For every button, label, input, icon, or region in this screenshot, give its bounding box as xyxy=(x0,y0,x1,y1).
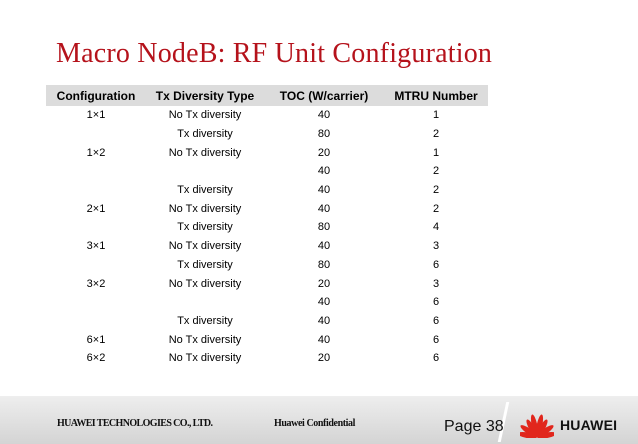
cell-configuration: 1×2 xyxy=(86,146,106,159)
table-row xyxy=(46,274,488,293)
slide-title: Macro NodeB: RF Unit Configuration xyxy=(56,38,493,69)
table-row xyxy=(46,218,488,237)
cell-tx-diversity-type: No Tx diversity xyxy=(168,202,242,215)
cell-toc: 40 xyxy=(317,202,331,215)
cell-mtru-number: 2 xyxy=(432,184,440,197)
brand-name: HUAWEI xyxy=(560,417,618,433)
cell-configuration xyxy=(46,293,146,312)
table-row xyxy=(46,143,488,162)
cell-configuration: 3×2 xyxy=(86,277,106,290)
cell-configuration xyxy=(46,162,146,181)
table-row xyxy=(46,349,488,368)
cell-mtru-number: 1 xyxy=(432,109,440,122)
cell-tx-diversity-type: No Tx diversity xyxy=(168,146,242,159)
cell-mtru-number: 6 xyxy=(432,258,440,271)
cell-configuration xyxy=(46,312,146,331)
cell-toc: 40 xyxy=(317,296,331,309)
cell-mtru-number: 2 xyxy=(432,165,440,178)
table-row xyxy=(46,181,488,200)
cell-configuration xyxy=(46,256,146,275)
cell-tx-diversity-type: No Tx diversity xyxy=(168,109,242,122)
cell-mtru-number: 3 xyxy=(432,240,440,253)
cell-tx-diversity-type: No Tx diversity xyxy=(168,277,242,290)
cell-toc: 20 xyxy=(317,352,331,365)
cell-tx-diversity-type xyxy=(146,162,264,181)
footer-confidential: Huawei Confidential xyxy=(274,418,356,429)
cell-tx-diversity-type: Tx diversity xyxy=(177,258,233,271)
cell-mtru-number: 1 xyxy=(432,146,440,159)
cell-tx-diversity-type: No Tx diversity xyxy=(168,333,242,346)
table-row xyxy=(46,256,488,275)
cell-toc: 40 xyxy=(317,314,331,327)
header-tx-diversity-type: Tx Diversity Type xyxy=(146,85,264,106)
cell-mtru-number: 2 xyxy=(432,202,440,215)
cell-tx-diversity-type xyxy=(146,293,264,312)
cell-toc: 40 xyxy=(317,333,331,346)
table-row xyxy=(46,293,488,312)
table-row xyxy=(46,162,488,181)
footer-company: HUAWEI TECHNOLOGIES CO., LTD. xyxy=(57,418,213,429)
header-configuration: Configuration xyxy=(46,85,146,106)
table-row xyxy=(46,312,488,331)
cell-configuration: 6×2 xyxy=(86,352,106,365)
cell-mtru-number: 3 xyxy=(432,277,440,290)
table-row xyxy=(46,330,488,349)
huawei-logo-icon xyxy=(520,412,554,438)
header-toc: TOC (W/carrier) xyxy=(264,85,384,106)
cell-tx-diversity-type: Tx diversity xyxy=(177,184,233,197)
cell-tx-diversity-type: No Tx diversity xyxy=(168,352,242,365)
cell-configuration: 2×1 xyxy=(86,202,106,215)
rf-unit-config-table xyxy=(46,85,488,368)
header-mtru-number: MTRU Number xyxy=(384,85,488,106)
cell-tx-diversity-type: Tx diversity xyxy=(177,314,233,327)
cell-toc: 80 xyxy=(317,221,331,234)
cell-toc: 40 xyxy=(317,165,331,178)
cell-configuration: 1×1 xyxy=(86,109,106,122)
cell-configuration xyxy=(46,181,146,200)
cell-toc: 80 xyxy=(317,128,331,141)
cell-mtru-number: 6 xyxy=(432,352,440,365)
table-row xyxy=(46,125,488,144)
cell-mtru-number: 6 xyxy=(432,314,440,327)
cell-configuration: 3×1 xyxy=(86,240,106,253)
table-row xyxy=(46,106,488,125)
cell-configuration: 6×1 xyxy=(86,333,106,346)
cell-toc: 20 xyxy=(317,277,331,290)
cell-configuration xyxy=(46,125,146,144)
cell-mtru-number: 6 xyxy=(432,333,440,346)
cell-mtru-number: 4 xyxy=(432,221,440,234)
cell-toc: 20 xyxy=(317,146,331,159)
table-body xyxy=(46,106,488,368)
cell-toc: 40 xyxy=(317,240,331,253)
cell-tx-diversity-type: Tx diversity xyxy=(177,128,233,141)
cell-toc: 80 xyxy=(317,258,331,271)
table-row xyxy=(46,237,488,256)
cell-toc: 40 xyxy=(317,184,331,197)
cell-tx-diversity-type: Tx diversity xyxy=(177,221,233,234)
cell-toc: 40 xyxy=(317,109,331,122)
cell-configuration xyxy=(46,218,146,237)
page-number: Page 38 xyxy=(444,418,504,435)
cell-mtru-number: 2 xyxy=(432,128,440,141)
cell-tx-diversity-type: No Tx diversity xyxy=(168,240,242,253)
table-row xyxy=(46,199,488,218)
table-header-row xyxy=(46,85,488,106)
cell-mtru-number: 6 xyxy=(432,296,440,309)
